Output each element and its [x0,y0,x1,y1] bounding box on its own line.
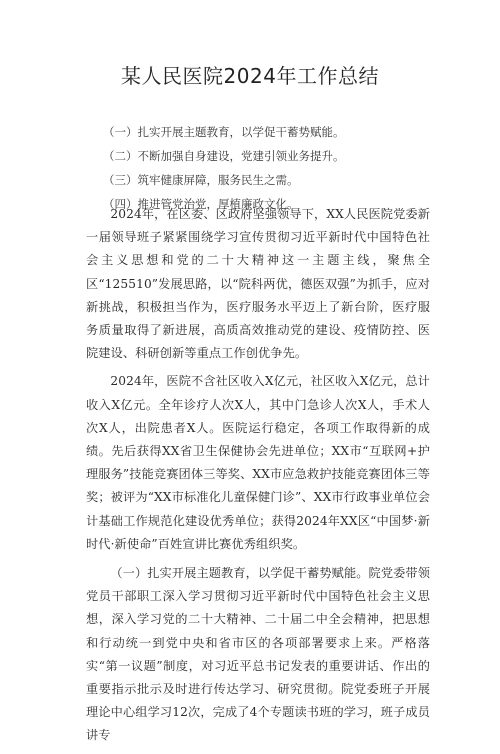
body-paragraph: 2024年，医院不含社区收入X亿元，社区收入X亿元，总计收入X亿元。全年诊疗人次X人，其中门急诊人次X人，手术人次X人，出院患者X人。医院运行稳定，各项工作取得新的成绩。先后获得XX省卫生保健协会先进单位；XX市“互联网+护理服务”技能竞赛团体三等奖、XX市应急救护技能竞赛团体三等奖；被评为“XX市标准化儿童保健门诊”、XX市行政事业单位会计基础工作规范化建设优秀单位；获得2024年XX区“中国梦·新时代·新使命”百姓宣讲比赛优秀组织奖。 [86,374,430,551]
outline-item: （二）不断加强自身建设，党建引领业务提升。 [103,149,345,163]
body-paragraph: （一）扎实开展主题教育，以学促干蓄势赋能。院党委带领党员干部职工深入学习贯彻习近平新时代中国特色社会主义思想，深入学习党的二十大精神、二十届二中全会精神，把思想和行动统一到党中央和省市区的各项部署要求上来。严格落实“第一议题”制度，对习近平总书记发表的重要讲话、作出的重要指示批示及时进行传达学习、研究贯彻。院党委班子开展理论中心组学习12次，完成了4个专题读书班的学习，班子成员讲专 [86,566,430,743]
outline-item: （一）扎实开展主题教育，以学促干蓄势赋能。 [103,125,345,139]
body-paragraph: 2024年，在区委、区政府坚强领导下，XX人民医院党委新一届领导班子紧紧围绕学习宣传贯彻习近平新时代中国特色社会主义思想和党的二十大精神这一主题主线，聚焦全区“125510”发展思路，以“院科两优，德医双强”为抓手，应对新挑战，积极担当作为，医疗服务水平迈上了新台阶，医疗服务质量取得了新进展，高质高效推动党的建设、疫情防控、医院建设、科研创新等重点工作创优争先。 [86,207,430,361]
outline-item: （四）推进管党治党，厚植廉政文化。 [103,197,299,211]
document-title: 某人民医院2024年工作总结 [121,64,379,88]
document-body [86,203,430,754]
outline-list [103,120,443,216]
outline-item: （三）筑牢健康屏障，服务民生之需。 [103,173,299,187]
